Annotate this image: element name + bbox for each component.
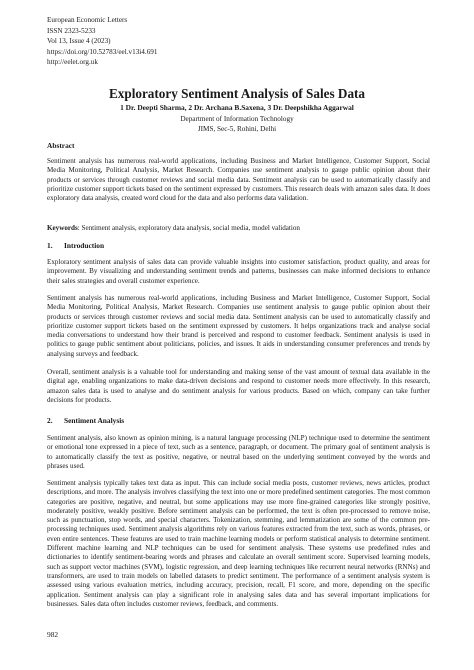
section-number: 2.	[47, 416, 53, 425]
page-number: 982	[47, 630, 59, 639]
journal-doi: https://doi.org/10.52783/eel.v13i4.691	[47, 47, 158, 56]
paragraph: Sentiment analysis typically takes text data as input. This can include social media posts, customer reviews, news articles, product descriptions, and more. The analysis involves classifying the text into one or more predefined sentiment categories. The most common categories are positive, negative, and neutral, but some applications may use more fine-grained categories like strongly positive, moderately positive, weakly positive. Before sentiment analysis can be performed, the text is often pre-processed to remove noise, such as punctuation, stop words, and special characters. Tokenization, stemming, and lemmatization are some of the common pre-processing techniques used. Sentiment analysis algorithms rely on various features extracted from the text, such as words, phrases, or even entire sentences. These features are used to train machine learning models or perform statistical analysis to determine sentiment. Different machine learning and NLP techniques can be used for sentiment analysis. These systems use predefined rules and dictionaries to identify sentiment-bearing words and phrases and calculate an overall sentiment score. Supervised learning models, such as support vector machines (SVM), logistic regression, and deep learning techniques like recurrent neural networks (RNNs) and transformers, are used to train models on labelled datasets to predict sentiment. The performance of a sentiment analysis system is assessed using various evaluation metrics, including accuracy, precision, recall, F1 score, and more, depending on the specific application. Sentiment analysis can play a significant role in analysing sales data and has several important implications for businesses. Sales data often includes customer reviews, feedback, and comments.	[47, 479, 430, 608]
section-heading-introduction	[47, 241, 104, 250]
journal-issn: ISSN 2323-5233	[47, 26, 96, 35]
paragraph: Exploratory sentiment analysis of sales data can provide valuable insights into customer satisfaction, product quality, and areas for improvement. By visualizing and understanding sentiment trends and patterns, businesses can make informed decisions to enhance their sales strategies and overall customer experience.	[47, 258, 430, 285]
journal-volume: Vol 13, Issue 4 (2023)	[47, 37, 111, 46]
paper-title: Exploratory Sentiment Analysis of Sales Data	[108, 86, 366, 101]
section-title: Sentiment Analysis	[64, 416, 125, 425]
journal-header	[47, 15, 157, 68]
section-number: 1.	[47, 241, 53, 250]
affiliation-dept: Department of Information Technology	[180, 115, 294, 123]
abstract-heading: Abstract	[47, 141, 75, 150]
section-title: Introduction	[64, 241, 105, 250]
journal-name: European Economic Letters	[47, 16, 128, 24]
affiliation-address: JIMS, Sec-5, Rohini, Delhi	[197, 125, 277, 133]
abstract-text: Sentiment analysis has numerous real-world applications, including Business and Market Intelligence, Customer Support, Social Media Monitoring, Political Analysis, Market Research. Companies use sentiment analysis to gauge public opinion about their products or services through customer reviews and social media data. Sentiment analysis can be used to automatically classify and prioritize customer support tickets based on the sentiment expressed by customers. This research deals with amazon sales data. It does exploratory data analysis, created word cloud for the data and also performs data validation.	[47, 157, 430, 203]
keywords	[47, 224, 430, 233]
affiliation	[0, 114, 474, 134]
paper-authors: 1 Dr. Deepti Sharma, 2 Dr. Archana B.Saxena, 3 Dr. Deepshikha Aggarwal	[120, 103, 354, 112]
section-heading-sentiment-analysis	[47, 416, 124, 425]
journal-url: http://eelet.org.uk	[47, 58, 98, 67]
keywords-label: Keywords	[47, 224, 78, 232]
paragraph: Sentiment analysis, also known as opinion mining, is a natural language processing (NLP) technique used to determine the sentiment or emotional tone expressed in a piece of text, such as a sentence, paragraph, or document. The primary goal of sentiment analysis is to automatically classify the text as positive, negative, or neutral based on the underlying sentiment conveyed by the words and phrases used.	[47, 434, 430, 470]
keywords-text: : Sentiment analysis, exploratory data analysis, social media, model validation	[77, 224, 300, 232]
paragraph: Sentiment analysis has numerous real-world applications, including Business and Market Intelligence, Customer Support, Social Media Monitoring, Political Analysis, Market Research. Companies use sentiment analysis to gauge public opinion about their products or services through customer reviews and social media data. Sentiment analysis can be used to automatically classify and prioritize customer support tickets based on the sentiment expressed by customers. It helps organizations track and analyse social media conversations to understand how their brand is perceived and respond to customer feedback. Sentiment analysis is used in politics to gauge public sentiment about politicians, policies, and issues. It aids in understanding consumer preferences and trends by analysing surveys and feedback.	[47, 294, 430, 358]
paragraph: Overall, sentiment analysis is a valuable tool for understanding and making sense of the vast amount of textual data available in the digital age, enabling organizations to make data-driven decisions and respond to customer needs more effectively. In this research, amazon sales data is used to analyse and do sentiment analysis for various products. Based on which, company can take further decisions for products.	[47, 368, 430, 404]
